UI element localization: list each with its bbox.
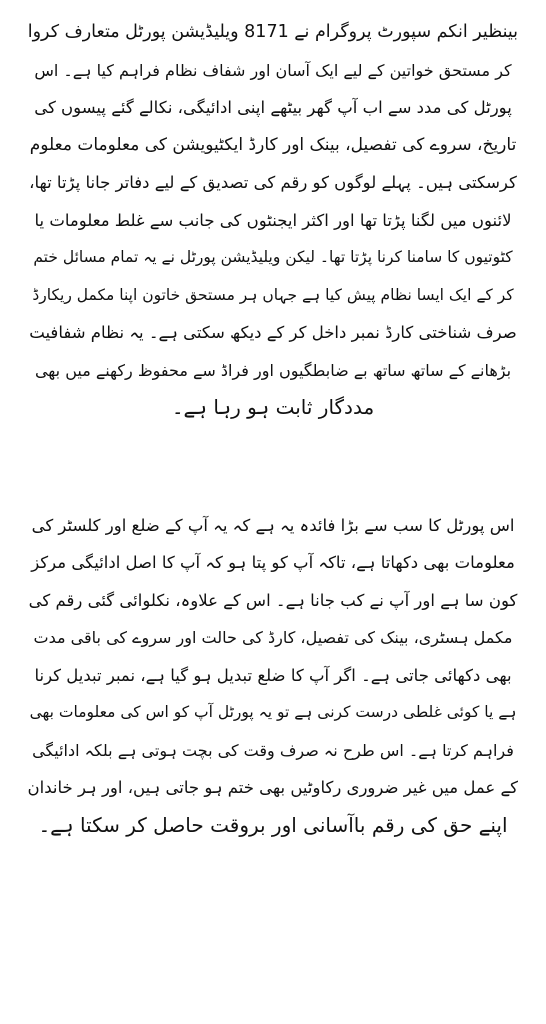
text-line: مکمل ہسٹری، بینک کی تفصیل، کارڈ کی حالت اور سروے کی باقی مدت — [33, 628, 513, 647]
paragraph-validation-portal-intro — [28, 14, 518, 427]
text-line: فراہم کرتا ہے۔ اس طرح نہ صرف وقت کی بچت ہوتی ہے بلکہ ادائیگی — [32, 740, 514, 760]
text-line: مددگار ثابت ہو رہا ہے۔ — [171, 395, 375, 419]
text-line: لائنوں میں لگنا پڑتا تھا اور اکثر ایجنٹوں کی جانب سے غلط معلومات یا — [34, 210, 512, 230]
text-line: کرسکتی ہیں۔ پہلے لوگوں کو رقم کی تصدیق کے لیے دفاتر جانا پڑتا تھا، — [29, 173, 517, 192]
paragraph-portal-benefits — [28, 507, 518, 845]
text-line: کے عمل میں غیر ضروری رکاوٹیں بھی ختم ہو جاتی ہیں، اور ہر خاندان — [27, 778, 518, 797]
text-line: معلومات بھی دکھاتا ہے، تاکہ آپ کو پتا ہو کہ آپ کا اصل ادائیگی مرکز — [31, 553, 515, 572]
text-line: پورٹل کی مدد سے اب آپ گھر بیٹھے اپنی ادائیگی، نکالے گئے پیسوں کی — [34, 98, 512, 117]
text-line: اس پورٹل کا سب سے بڑا فائدہ یہ ہے کہ یہ آپ کے ضلع اور کلسٹر کی — [31, 515, 515, 535]
text-line: صرف شناختی کارڈ نمبر داخل کر کے دیکھ سکتی ہے۔ یہ نظام شفافیت — [29, 323, 517, 342]
text-line: بڑھانے کے ساتھ ساتھ بے ضابطگیوں اور فراڈ سے محفوظ رکھنے میں بھی — [34, 360, 512, 380]
text-line: بھی دکھائی جاتی ہے۔ اگر آپ کا ضلع تبدیل ہو گیا ہے، نمبر تبدیل کرنا — [34, 665, 512, 685]
text-line: کون سا ہے اور آپ نے کب جانا ہے۔ اس کے علاوہ، نکلوائی گئی رقم کی — [28, 590, 518, 610]
text-line: کٹوتیوں کا سامنا کرنا پڑتا تھا۔ لیکن ویلیڈیشن پورٹل نے یہ تمام مسائل ختم — [33, 248, 513, 266]
text-line: کر مستحق خواتین کے لیے ایک آسان اور شفاف نظام فراہم کیا ہے۔ اس — [34, 60, 512, 80]
text-line: بینظیر انکم سپورٹ پروگرام نے 8171 ویلیڈیشن پورٹل متعارف کروا — [27, 22, 518, 42]
text-line: تاریخ، سروے کی تفصیل، بینک اور کارڈ ایکٹیویشن کی معلومات معلوم — [29, 134, 517, 155]
text-line: ہے یا کوئی غلطی درست کرنی ہے تو یہ پورٹل آپ کو اس کی معلومات بھی — [29, 703, 517, 721]
text-line: اپنے حق کی رقم باآسانی اور بروقت حاصل کر سکتا ہے۔ — [38, 812, 508, 837]
text-line: کر کے ایک ایسا نظام پیش کیا ہے جہاں ہر مستحق خاتون اپنا مکمل ریکارڈ — [32, 285, 514, 304]
